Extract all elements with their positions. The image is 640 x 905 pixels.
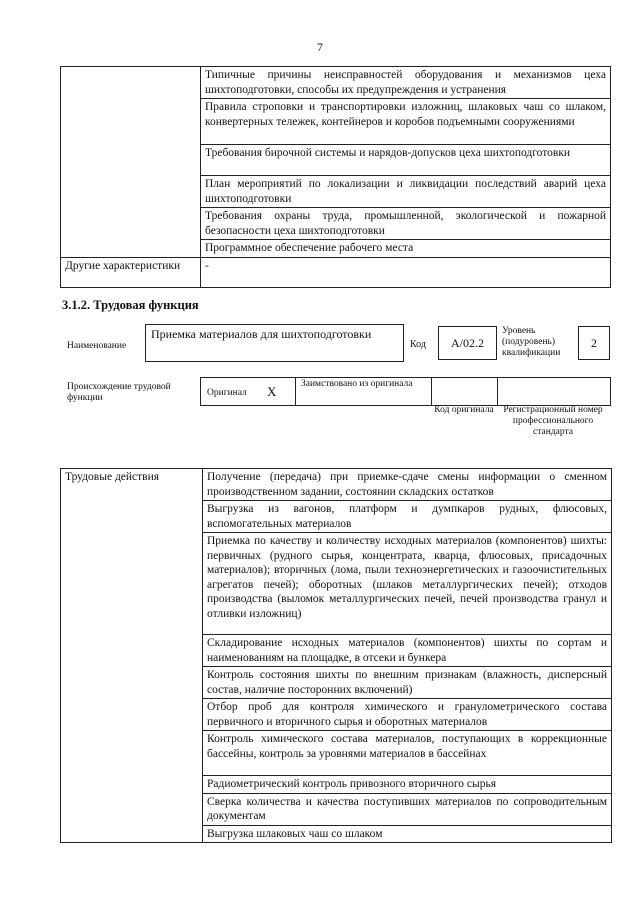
origin-label: Происхождение трудовой функции	[67, 382, 171, 403]
level-box	[578, 326, 610, 360]
work-actions-label: Трудовые действия	[61, 469, 203, 843]
code-label: Код	[410, 339, 426, 350]
table-cell: Радиометрический контроль привозного вторичного сырья	[203, 776, 612, 794]
work-actions-table	[60, 468, 612, 843]
code-original-caption: Код оригинала	[434, 405, 494, 415]
function-code-value: A/02.2	[451, 336, 484, 350]
original-mark: X	[267, 384, 277, 399]
function-name-box	[145, 324, 404, 362]
function-name-value: Приемка материалов для шихтоподготовки	[151, 327, 372, 341]
table-cell: Выгрузка шлаковых чаш со шлаком	[203, 825, 612, 843]
table-cell: Выгрузка из вагонов, платформ и думпкаров рудных, флюсовых, вспомогательных материалов	[203, 501, 612, 533]
original-label: Оригинал	[207, 388, 247, 398]
function-code-box	[438, 326, 497, 360]
table-cell: Сверка количества и качества поступивших материалов по сопроводительным документам	[203, 793, 612, 825]
page-number: 7	[317, 40, 323, 54]
name-label: Наименование	[67, 341, 127, 351]
table-row	[61, 257, 611, 287]
table-cell: Типичные причины неисправностей оборудования и механизмов цеха шихтоподготовки, способы их предупреждения и устранения	[201, 67, 611, 99]
table-cell: Складирование исходных материалов (компонентов) шихты по сортам и наименованиям на площадке, в отсеки и бункера	[203, 635, 612, 667]
table-cell: Программное обеспечение рабочего места	[201, 240, 611, 258]
knowledge-table	[60, 66, 611, 288]
table-cell: Требования охраны труда, промышленной, экологической и пожарной безопасности цеха шихтоподготовки	[201, 208, 611, 240]
table-cell: Приемка по качеству и количеству исходных материалов (компонентов) шихты: первичных (рудного сырья, концентрата, кварца, флюсовых, присадочных материалов); вторичных (лома, пыли техноэнергетических и газоочистительных агрегатов печей); оборотных (шлаков металлургических печей); отходов производства (выломок металлургических печей, печей производства гранул и отливки изложниц)	[203, 533, 612, 635]
table-cell: Правила строповки и транспортировки изложниц, шлаковых чаш со шлаком, конвертерных тележек, контейнеров и коробов подъемными сооружениями	[201, 99, 611, 145]
origin-box	[200, 377, 611, 406]
table-cell: Требования бирочной системы и нарядов-допусков цеха шихтоподготовки	[201, 145, 611, 176]
registration-number-caption: Регистрационный номер профессионального стандарта	[503, 405, 603, 437]
table-label-cell	[61, 67, 201, 258]
table-cell: Получение (передача) при приемке-сдаче смены информации о сменном производственном задании, состоянии складских остатков	[203, 469, 612, 501]
borrowed-label: Заимствовано из оригинала	[301, 379, 413, 389]
table-cell: Отбор проб для контроля химического и гранулометрического состава первичного и вторичного сырья и оборотных материалов	[203, 699, 612, 731]
table-cell: Контроль химического состава материалов, поступающих в коррекционные бассейны, контроль за уровнями материалов в бассейнах	[203, 731, 612, 776]
level-value: 2	[591, 336, 597, 350]
table-cell: Контроль состояния шихты по внешним признакам (влажность, дисперсный состав, наличие посторонних включений)	[203, 667, 612, 699]
section-heading: 3.1.2. Трудовая функция	[62, 298, 199, 312]
divider	[431, 378, 432, 405]
divider	[497, 378, 498, 405]
level-label: Уровень (подуровень) квалификации	[502, 326, 561, 358]
table-row	[61, 67, 611, 99]
table-row	[61, 469, 612, 501]
divider	[295, 378, 296, 405]
table-cell: План мероприятий по локализации и ликвидации последствий аварий цеха шихтоподготовки	[201, 176, 611, 208]
other-characteristics-value: -	[201, 257, 611, 287]
other-characteristics-label: Другие характеристики	[61, 257, 201, 287]
